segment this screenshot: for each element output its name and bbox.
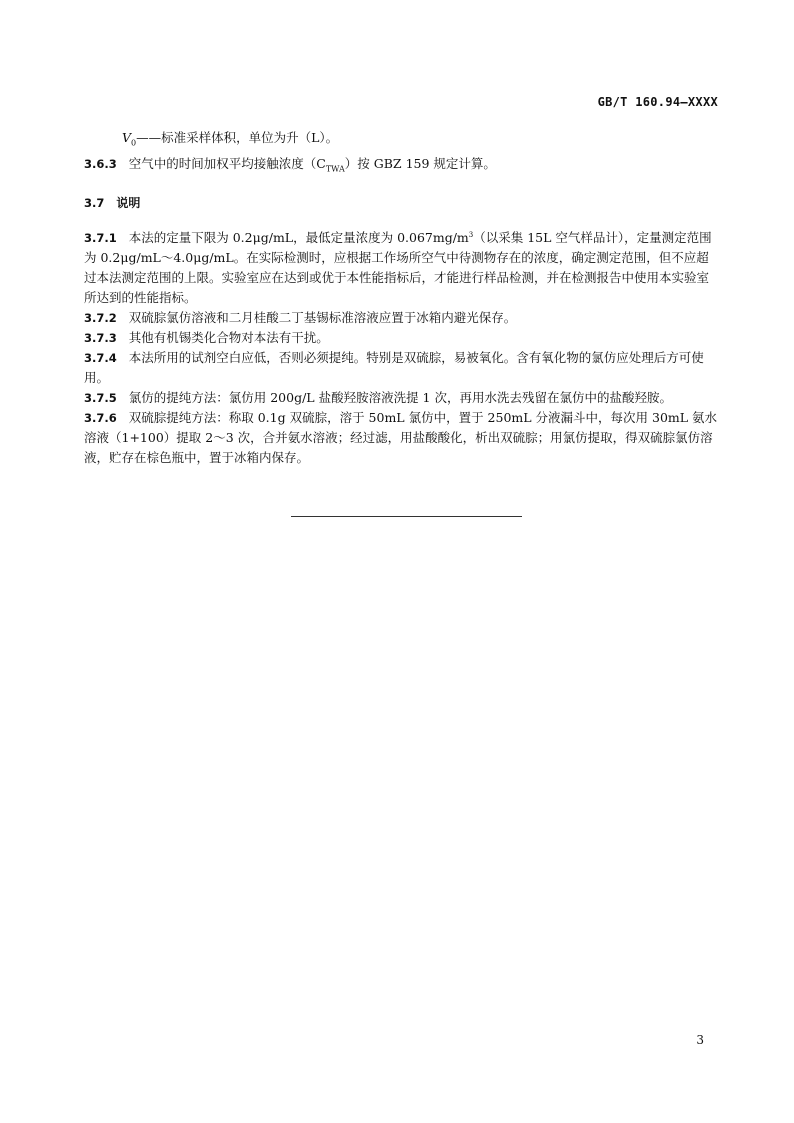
clause-number: 3.7.1 — [84, 231, 117, 246]
section-number: 3.7 — [84, 196, 105, 210]
clause-3-6-3 — [84, 154, 718, 180]
clause-text: 本法所用的试剂空白应低，否则必须提纯。特别是双硫腙，易被氧化。含有氧化物的氯仿应处理后方可使用。 — [84, 350, 704, 386]
clause-text: 双硫腙提纯方法：称取 0.1g 双硫腙，溶于 50mL 氯仿中，置于 250mL 分液漏斗中，每次用 30mL 氨水溶液（1+100）提取 2～3 次，合并氨水溶液；经过滤，用盐酸酸化，析出双硫腙；用氯仿提取，得双硫腙氯仿溶液，贮存在棕色瓶中，置于冰箱内保存。 — [84, 410, 718, 466]
clause-3-7-1 — [84, 225, 718, 308]
page-number: 3 — [696, 1033, 704, 1047]
end-of-text-rule — [291, 516, 522, 517]
clause-number: 3.7.4 — [84, 351, 117, 366]
clause-number: 3.7.5 — [84, 391, 117, 406]
clause-3-7-5 — [84, 388, 718, 408]
clause-number: 3.7.3 — [84, 331, 117, 346]
cubic-superscript: 3 — [468, 231, 474, 239]
clause-text: 其他有机锡类化合物对本法有干扰。 — [128, 330, 329, 346]
clause-text: 本法的定量下限为 0.2μg/mL，最低定量浓度为 0.067mg/m — [128, 230, 469, 246]
section-heading-3-7 — [84, 193, 718, 213]
document-body — [84, 128, 718, 468]
v0-text: ——标准采样体积，单位为升（L）。 — [136, 130, 339, 145]
clause-3-7-4 — [84, 348, 718, 388]
v0-subscript: 0 — [131, 138, 137, 148]
clause-text: 氯仿的提纯方法：氯仿用 200g/L 盐酸羟胺溶液洗提 1 次，再用水洗去残留在氯仿中的盐酸羟胺。 — [128, 390, 672, 406]
v0-definition — [84, 128, 718, 154]
clause-3-7-2 — [84, 308, 718, 328]
v0-symbol: V — [122, 130, 132, 145]
standard-code-header: GB/T 160.94—XXXX — [597, 95, 718, 109]
clause-number: 3.7.2 — [84, 311, 117, 326]
clause-number: 3.7.6 — [84, 411, 117, 426]
clause-3-7-3 — [84, 328, 718, 348]
section-title: 说明 — [116, 196, 141, 210]
clause-number: 3.6.3 — [84, 156, 117, 171]
clause-text: 空气中的时间加权平均接触浓度（C — [128, 155, 326, 171]
twa-subscript: TWA — [325, 164, 345, 173]
clause-3-7-6 — [84, 408, 718, 468]
clause-text: 双硫腙氯仿溶液和二月桂酸二丁基锡标准溶液应置于冰箱内避光保存。 — [128, 310, 517, 326]
clause-text: （以采集 15L 空气样品计），定量测定范围为 0.2μg/mL～4.0μg/mL。在实际检测时，应根据工作场所空气中待测物存在的浓度，确定测定范围，但不应超过本法测定范围的上限。实验室应在达到或优于本性能指标后，才能进行样品检测，并在检测报告中使用本实验室所达到的性能指标。 — [84, 230, 712, 306]
clause-text: ）按 GBZ 159 规定计算。 — [344, 155, 496, 171]
